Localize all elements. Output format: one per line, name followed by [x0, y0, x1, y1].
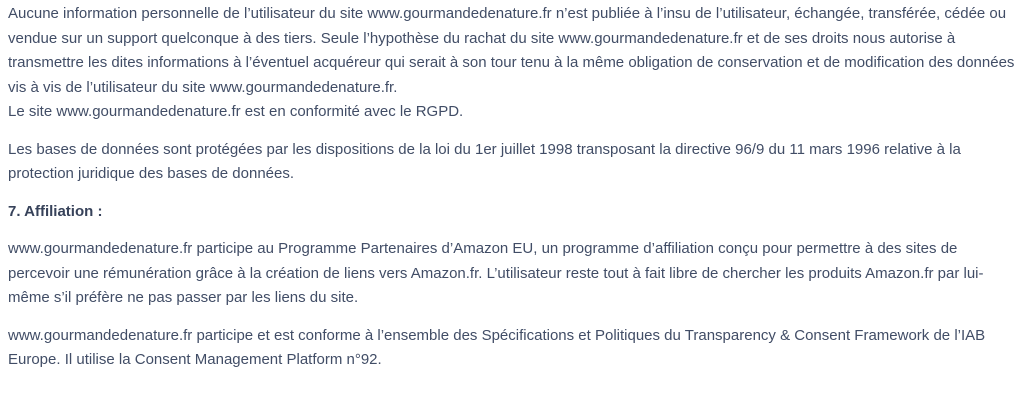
heading-affiliation: 7. Affiliation : — [8, 202, 103, 220]
paragraph-iab-consent-framework: www.gourmandedenature.fr participe et est conforme à l’ensemble des Spécifications et Politiques du Transparency & Consent Framework de l’IAB Europe. Il utilise la Consent Management Platform n°92. — [8, 326, 986, 368]
paragraph-amazon-affiliation: www.gourmandedenature.fr participe au Programme Partenaires d’Amazon EU, un programme d’affiliation conçu pour permettre à des sites de percevoir une rémunération grâce à la création de liens vers Amazon.fr. L’utilisateur reste tout à fait libre de chercher les produits Amazon.fr par lui-même s’il préfère ne pas passer par les liens du site. — [8, 240, 984, 306]
privacy-text-line: Aucune information personnelle de l’utilisateur du site www.gourmandedenature.fr n’est publiée à l’insu de l’utilisateur, échangée, transférée, cédée ou vendue sur un support quelconque à des tiers. Seule l’hypothèse du rachat du site www.gourmandedenature.fr et de ses droits nous autorise à transmettre les dites informations à l’éventuel acquéreur qui serait à son tour tenu à la même obligation de conservation et de modification des données vis à vis de l’utilisateur du site www.gourmandedenature.fr. — [8, 5, 1015, 96]
rgpd-compliance-line: Le site www.gourmandedenature.fr est en conformité avec le RGPD. — [8, 103, 464, 120]
paragraph-database-protection: Les bases de données sont protégées par les dispositions de la loi du 1er juillet 1998 transposant la directive 96/9 du 11 mars 1996 relative à la protection juridique des bases de données. — [8, 140, 961, 182]
paragraph-personal-data-privacy — [8, 2, 1016, 125]
